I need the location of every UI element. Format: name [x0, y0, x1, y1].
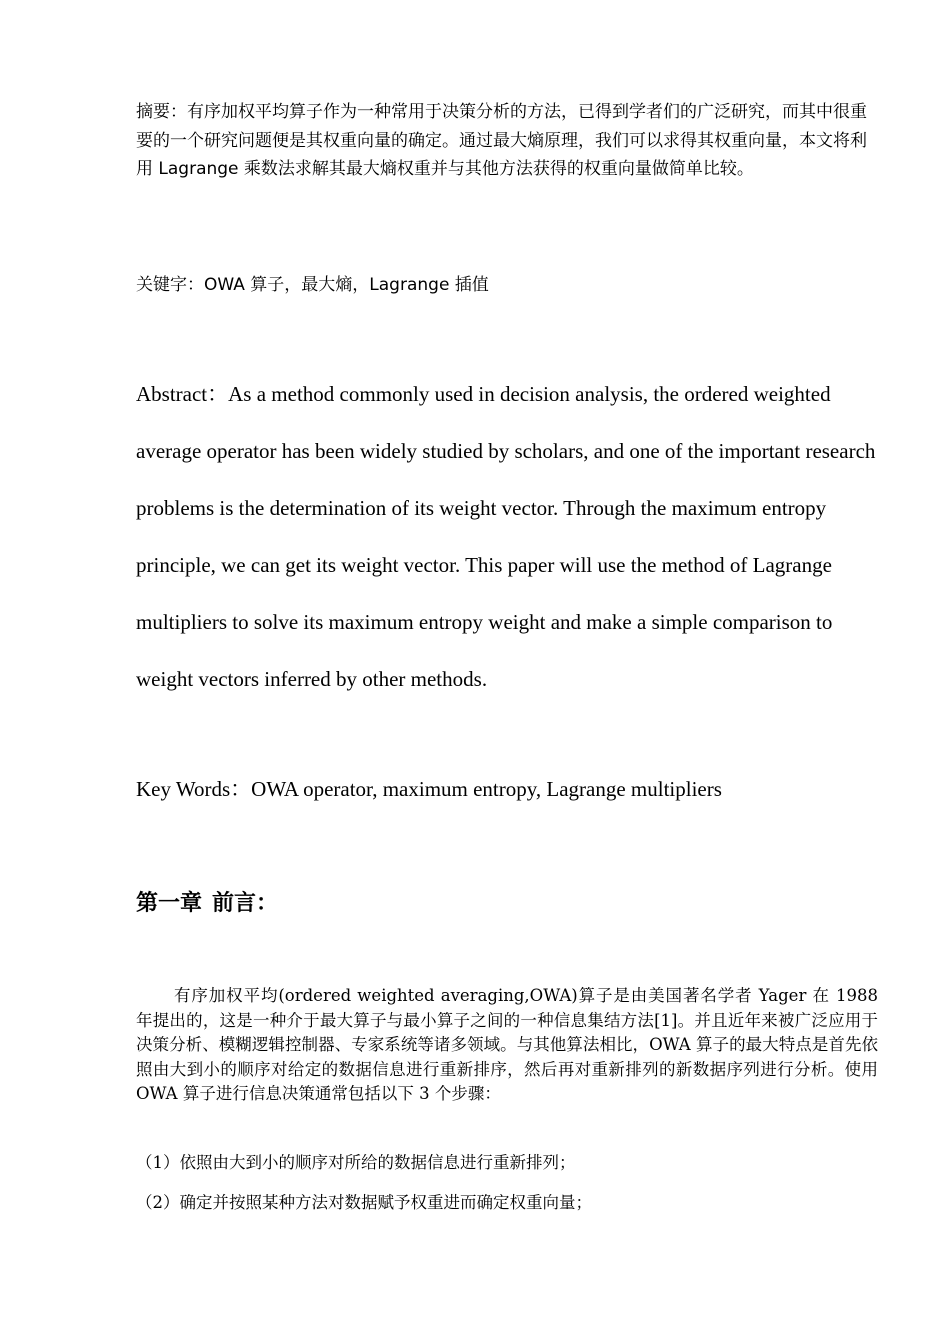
- english-keywords: Key Words：OWA operator, maximum entropy, Lagrange multipliers: [136, 777, 722, 801]
- chinese-keywords: 关键字：OWA 算子，最大熵，Lagrange 插值: [136, 275, 489, 295]
- chapter-heading: [136, 888, 878, 920]
- step-item-1: （1）依照由大到小的顺序对所给的数据信息进行重新排列；: [136, 1153, 576, 1172]
- chapter-number: 第一章: [136, 891, 203, 916]
- chapter-title: 前言：: [212, 891, 279, 916]
- step-item-2: （2）确定并按照某种方法对数据赋予权重进而确定权重向量；: [136, 1193, 592, 1212]
- chinese-abstract: 摘要：有序加权平均算子作为一种常用于决策分析的方法，已得到学者们的广泛研究，而其中很重要的一个研究问题便是其权重向量的确定。通过最大熵原理，我们可以求得其权重向量，本文将利用 Lagrange 乘数法求解其最大熵权重并与其他方法获得的权重向量做简单比较。: [136, 102, 867, 179]
- introduction-paragraph: 有序加权平均(ordered weighted averaging,OWA)算子是由美国著名学者 Yager 在 1988 年提出的，这是一种介于最大算子与最小算子之间的一种信息集结方法[1]。并且近年来被广泛应用于决策分析、模糊逻辑控制器、专家系统等诸多领域。与其他算法相比，OWA 算子的最大特点是首先依照由大到小的顺序对给定的数据信息进行重新排序，然后再对重新排列的新数据序列进行分析。使用 OWA 算子进行信息决策通常包括以下 3 个步骤：: [136, 986, 878, 1103]
- english-abstract: Abstract：As a method commonly used in decision analysis, the ordered weighted average operator has been widely studied by scholars, and one of the important research problems is the determination of its weight vector. Through the maximum entropy principle, we can get its weight vector. This paper will use the method of Lagrange multipliers to solve its maximum entropy weight and make a simple comparison to weight vectors inferred by other methods.: [136, 382, 876, 691]
